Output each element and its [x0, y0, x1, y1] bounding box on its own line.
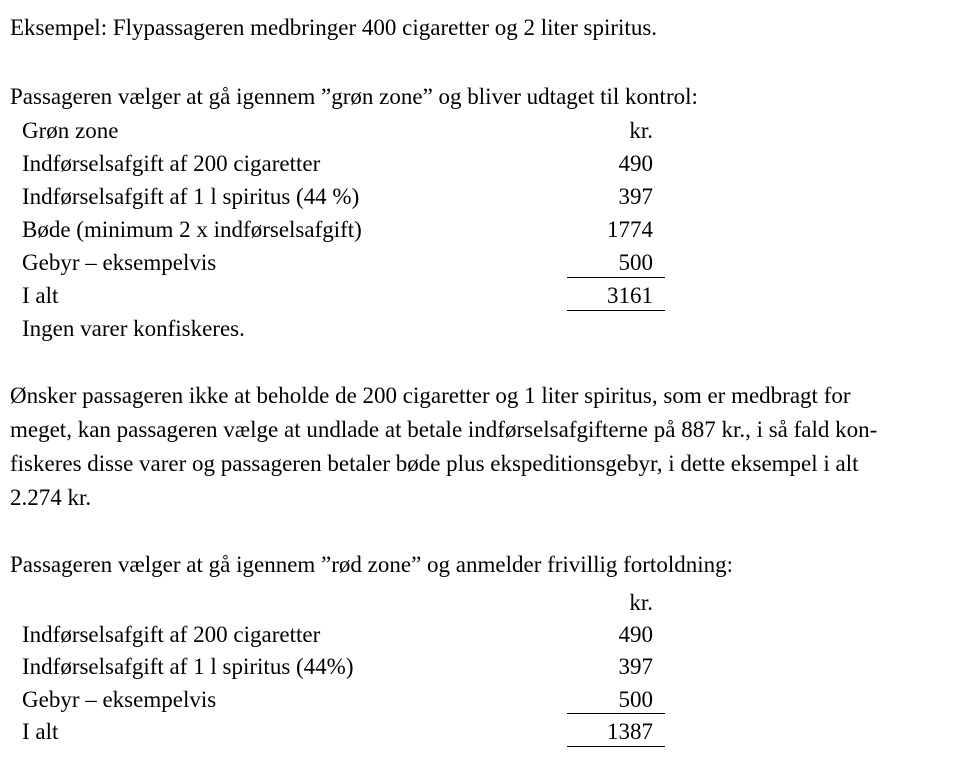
- table-row: [22, 685, 665, 715]
- row-label: Indførselsafgift af 1 l spiritus (44 %): [22, 184, 360, 209]
- table-row: [22, 182, 665, 212]
- table-row: [22, 149, 665, 179]
- subtotal-rule: [567, 713, 665, 714]
- zone-label: Grøn zone: [22, 118, 119, 143]
- row-label: Indførselsafgift af 200 cigaretter: [22, 622, 321, 647]
- row-label: Bøde (minimum 2 x indførselsafgift): [22, 217, 362, 242]
- paragraph-line: meget, kan passageren vælge at undlade at betale indførselsafgifterne på 887 kr., i så fald kon-: [10, 417, 878, 442]
- row-label: Gebyr – eksempelvis: [22, 250, 217, 275]
- subtotal-rule: [567, 277, 665, 278]
- paragraph-line: fiskeres disse varer og passageren betaler bøde plus ekspeditionsgebyr, i dette eksempel i alt: [10, 451, 859, 476]
- intro-text: Eksempel: Flypassageren medbringer 400 cigaretter og 2 liter spiritus.: [10, 15, 658, 40]
- row-label: Gebyr – eksempelvis: [22, 687, 217, 712]
- currency-label: kr.: [629, 590, 653, 615]
- row-amount: 397: [618, 654, 653, 679]
- total-amount: 3161: [607, 283, 653, 308]
- total-row: [22, 717, 665, 747]
- row-amount: 500: [618, 250, 653, 275]
- paragraph-line: Ønsker passageren ikke at beholde de 200 cigaretter og 1 liter spiritus, som er medbragt for: [10, 383, 851, 408]
- table-row: [22, 652, 665, 682]
- total-rule: [567, 310, 665, 311]
- total-label: I alt: [22, 719, 59, 744]
- table-row: [22, 215, 665, 245]
- paragraph-line: 2.274 kr.: [10, 485, 92, 510]
- green-zone-heading: Passageren vælger at gå igennem ”grøn zone” og bliver udtaget til kontrol:: [10, 84, 698, 109]
- note-text: Ingen varer konfiskeres.: [22, 316, 245, 341]
- row-label: Indførselsafgift af 200 cigaretter: [22, 151, 321, 176]
- total-row: [22, 281, 665, 311]
- explanation-paragraph: [10, 379, 956, 515]
- table-header-row: [22, 116, 665, 146]
- row-amount: 490: [618, 622, 653, 647]
- row-label: Indførselsafgift af 1 l spiritus (44%): [22, 654, 354, 679]
- row-amount: 500: [618, 687, 653, 712]
- row-amount: 1774: [607, 217, 653, 242]
- red-zone-heading: Passageren vælger at gå igennem ”rød zone” og anmelder frivillig fortoldning:: [10, 552, 733, 577]
- note-row: [22, 314, 665, 344]
- total-amount: 1387: [607, 719, 653, 744]
- total-label: I alt: [22, 283, 59, 308]
- table-row: [22, 248, 665, 278]
- table-header-row: [22, 588, 665, 618]
- row-amount: 397: [618, 184, 653, 209]
- row-amount: 490: [618, 151, 653, 176]
- currency-label: kr.: [629, 118, 653, 143]
- table-row: [22, 620, 665, 650]
- total-rule: [567, 746, 665, 747]
